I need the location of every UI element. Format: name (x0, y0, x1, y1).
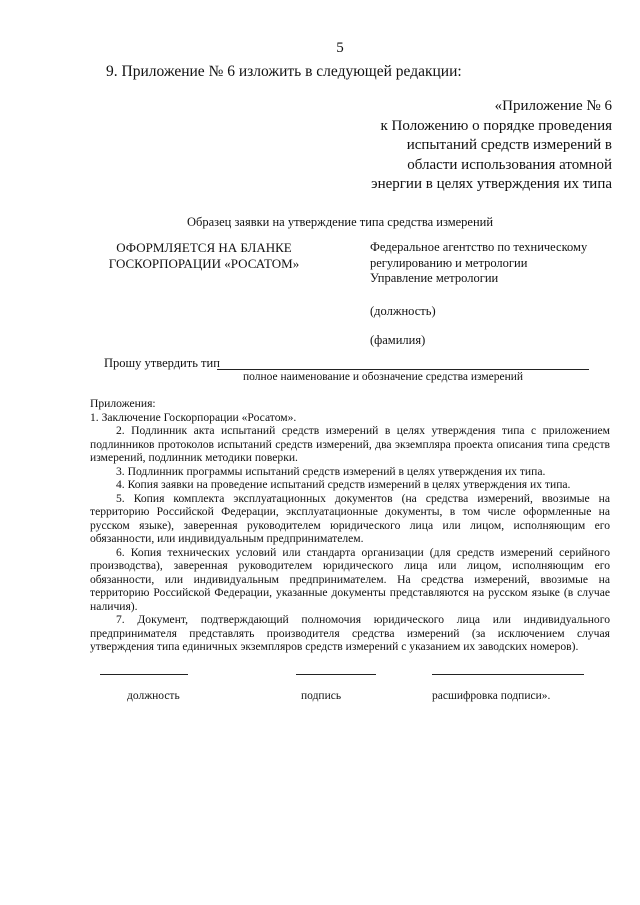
attachment-item: 1. Заключение Госкорпорации «Росатом». (90, 410, 297, 424)
appendix-line: «Приложение № 6 (494, 98, 612, 114)
position-signature-line (100, 674, 188, 675)
attachments-list (90, 397, 610, 654)
appendix-line: испытаний средств измерений в (406, 137, 612, 154)
appendix-line: области использования атомной (407, 156, 612, 173)
position-placeholder: (должность) (370, 304, 436, 318)
addressee-line: Управление метрологии (370, 271, 499, 285)
appendix-reference (371, 97, 612, 195)
attachment-item: 4. Копия заявки на проведение испытаний средств измерений в целях утверждения их типа. (116, 478, 571, 491)
addressee-line: регулированию и метрологии (370, 255, 528, 270)
attachment-item: 5. Копия комплекта эксплуатационных документов (на средства измерений, ввозимые на территорию Российской Федерации, эксплуатационные документы, в том числе оформленные на русском языке), заверенная руководителем юридического лица или лицом, исполняющим его обязанности, или индивидуальным предпринимателем. (90, 491, 610, 545)
surname-placeholder: (фамилия) (370, 333, 426, 347)
attachments-header: Приложения: (90, 397, 156, 410)
amendment-heading: 9. Приложение № 6 изложить в следующей редакции: (106, 63, 462, 80)
attachment-item: 3. Подлинник программы испытаний средств измерений в целях утверждения их типа. (116, 464, 546, 478)
letterhead-note (88, 240, 320, 272)
attachment-item: 6. Копия технических условий или стандарта организации (для средств измерений серийного производства), заверенная руководителем юридического лица или лицом, исполняющим его обязанности, или индивидуальным предпринимателем. На средства измерений, ввозимые на территорию Российской Федерации, указанные документы представляются на русском языке (в случае наличия). (90, 545, 610, 613)
addressee-block (370, 240, 587, 287)
appendix-line: энергии в целях утверждения их типа (371, 176, 612, 193)
request-caption: полное наименование и обозначение средства измерений (243, 371, 524, 383)
attachment-item: 7. Документ, подтверждающий полномочия юридического лица или индивидуального предпринимателя представлять производителя средства измерений (за исключением случая утверждения типа единичных экземпляров средств измерений с указанием их заводских номеров). (90, 613, 610, 653)
letterhead-note-line: ГОСКОРПОРАЦИИ «РОСАТОМ» (108, 256, 300, 271)
letterhead-note-line: ОФОРМЛЯЕТСЯ НА БЛАНКЕ (116, 240, 292, 255)
signature-decryption-label: расшифровка подписи». (432, 690, 551, 702)
form-title: Образец заявки на утверждение типа средства измерений (186, 215, 494, 229)
decryption-signature-line (432, 674, 584, 675)
attachment-item: 2. Подлинник акта испытаний средств измерений в целях утверждения типа с приложением подлинников протоколов испытаний средств измерений, два экземпляра проекта описания типа средств измерений, подлинник методики поверки. (90, 424, 610, 464)
signature-line (296, 674, 376, 675)
request-fill-line (217, 369, 589, 370)
signature-label: подпись (301, 690, 342, 702)
addressee-line: Федеральное агентство по техническому (370, 240, 588, 254)
signature-position-label: должность (127, 690, 180, 702)
page-number: 5 (336, 40, 344, 56)
request-label: Прошу утвердить тип (104, 356, 220, 370)
appendix-line: к Положению о порядке проведения (380, 117, 612, 134)
